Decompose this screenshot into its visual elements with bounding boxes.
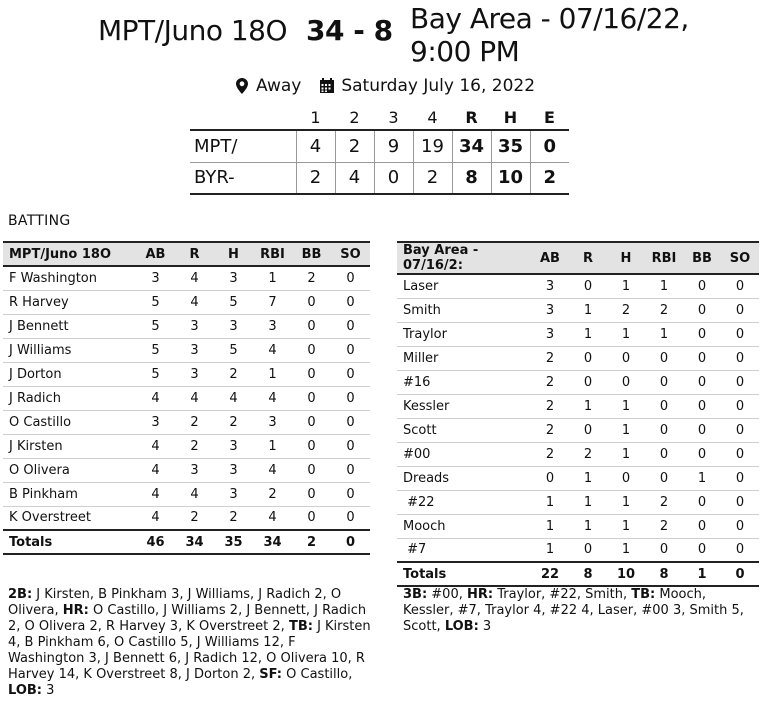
stat-cell: 0 bbox=[721, 298, 759, 322]
stat-cell: 1 bbox=[253, 434, 292, 458]
player-name: B Pinkham bbox=[3, 482, 136, 506]
note-key: HR: bbox=[62, 603, 89, 618]
stat-cell: 2 bbox=[531, 418, 569, 442]
stat-cell: 0 bbox=[292, 506, 331, 530]
table-row bbox=[3, 506, 370, 530]
stat-cell: 0 bbox=[292, 482, 331, 506]
stat-cell: 1 bbox=[607, 418, 645, 442]
stat-cell: 0 bbox=[292, 362, 331, 386]
stat-cell: 0 bbox=[721, 514, 759, 538]
stat-cell: 4 bbox=[136, 482, 175, 506]
stat-cell: 1 bbox=[607, 274, 645, 298]
stat-cell: 1 bbox=[531, 538, 569, 562]
player-name: #00 bbox=[397, 442, 531, 466]
batting-header-rbi: RBI bbox=[253, 242, 292, 266]
stat-cell: 0 bbox=[683, 370, 721, 394]
batting-header-rbi: RBI bbox=[645, 242, 683, 274]
linescore-hits: 10 bbox=[491, 162, 530, 194]
totals-row bbox=[3, 530, 370, 554]
stat-cell: 0 bbox=[683, 538, 721, 562]
linescore-hits: 35 bbox=[491, 130, 530, 162]
player-name: Scott bbox=[397, 418, 531, 442]
stat-cell: 2 bbox=[645, 298, 683, 322]
table-row bbox=[3, 314, 370, 338]
stat-cell: 4 bbox=[175, 482, 214, 506]
linescore-cell: 2 bbox=[413, 162, 452, 194]
stat-cell: 1 bbox=[569, 298, 607, 322]
player-name: O Olivera bbox=[3, 458, 136, 482]
table-row bbox=[397, 442, 759, 466]
batting-header-row bbox=[3, 242, 370, 266]
stat-cell: 5 bbox=[136, 314, 175, 338]
stat-cell: 5 bbox=[214, 338, 253, 362]
player-name: Laser bbox=[397, 274, 531, 298]
stat-cell: 2 bbox=[253, 482, 292, 506]
table-row bbox=[397, 346, 759, 370]
table-row bbox=[3, 362, 370, 386]
stat-cell: 3 bbox=[175, 362, 214, 386]
stat-cell: 1 bbox=[607, 490, 645, 514]
stat-cell: 3 bbox=[253, 410, 292, 434]
note-value: #00, bbox=[427, 587, 467, 602]
stat-cell: 0 bbox=[683, 394, 721, 418]
stat-cell: 4 bbox=[253, 386, 292, 410]
table-row bbox=[397, 394, 759, 418]
totals-cell: 1 bbox=[683, 562, 721, 586]
linescore-row-home bbox=[190, 130, 569, 162]
stat-cell: 0 bbox=[645, 538, 683, 562]
linescore-team: MPT/ bbox=[190, 130, 296, 162]
batting-header-ab: AB bbox=[136, 242, 175, 266]
batting-header-h: H bbox=[607, 242, 645, 274]
stat-cell: 1 bbox=[607, 514, 645, 538]
table-row bbox=[397, 370, 759, 394]
stat-cell: 1 bbox=[569, 322, 607, 346]
stat-cell: 0 bbox=[331, 362, 370, 386]
totals-cell: 34 bbox=[253, 530, 292, 554]
totals-label: Totals bbox=[397, 562, 531, 586]
note-key: TB: bbox=[631, 587, 656, 602]
batting-header-ab: AB bbox=[531, 242, 569, 274]
totals-cell: 0 bbox=[721, 562, 759, 586]
table-row bbox=[3, 338, 370, 362]
stat-cell: 1 bbox=[253, 362, 292, 386]
stat-cell: 3 bbox=[253, 314, 292, 338]
stat-cell: 4 bbox=[253, 338, 292, 362]
table-row bbox=[3, 386, 370, 410]
stat-cell: 1 bbox=[569, 490, 607, 514]
stat-cell: 0 bbox=[531, 466, 569, 490]
player-name: K Overstreet bbox=[3, 506, 136, 530]
stat-cell: 0 bbox=[683, 322, 721, 346]
note-value: 3 bbox=[41, 683, 55, 698]
stat-cell: 0 bbox=[331, 458, 370, 482]
note-key: SF: bbox=[259, 667, 282, 682]
player-name: J Dorton bbox=[3, 362, 136, 386]
stat-cell: 3 bbox=[136, 266, 175, 290]
stat-cell: 3 bbox=[531, 298, 569, 322]
stat-cell: 0 bbox=[721, 322, 759, 346]
stat-cell: 1 bbox=[607, 394, 645, 418]
stat-cell: 5 bbox=[136, 338, 175, 362]
stat-cell: 0 bbox=[569, 538, 607, 562]
player-name: J Bennett bbox=[3, 314, 136, 338]
stat-cell: 0 bbox=[607, 346, 645, 370]
calendar-icon bbox=[319, 78, 335, 94]
player-name: J Radich bbox=[3, 386, 136, 410]
stat-cell: 0 bbox=[569, 346, 607, 370]
stat-cell: 2 bbox=[214, 362, 253, 386]
stat-cell: 0 bbox=[331, 434, 370, 458]
stat-cell: 0 bbox=[292, 314, 331, 338]
stat-cell: 0 bbox=[569, 370, 607, 394]
table-row bbox=[397, 322, 759, 346]
note-value: Mooch, Kessler, #7, Traylor 4, #22 4, Laser, #00 3, Smith 5, Scott, bbox=[403, 587, 744, 634]
table-row bbox=[397, 538, 759, 562]
stat-cell: 0 bbox=[645, 466, 683, 490]
batting-header-r: R bbox=[569, 242, 607, 274]
totals-cell: 10 bbox=[607, 562, 645, 586]
linescore-row-away bbox=[190, 162, 569, 194]
stat-cell: 3 bbox=[531, 322, 569, 346]
player-name: Smith bbox=[397, 298, 531, 322]
note-key: 2B: bbox=[8, 587, 33, 602]
stat-cell: 3 bbox=[214, 314, 253, 338]
location-label: Away bbox=[256, 76, 302, 96]
stat-cell: 2 bbox=[175, 434, 214, 458]
player-name: F Washington bbox=[3, 266, 136, 290]
stat-cell: 0 bbox=[292, 386, 331, 410]
note-key: HR: bbox=[467, 587, 494, 602]
stat-cell: 0 bbox=[569, 274, 607, 298]
stat-cell: 2 bbox=[569, 442, 607, 466]
table-row bbox=[3, 410, 370, 434]
player-name: Miller bbox=[397, 346, 531, 370]
table-row bbox=[397, 490, 759, 514]
player-name: R Harvey bbox=[3, 290, 136, 314]
stat-cell: 2 bbox=[645, 514, 683, 538]
stat-cell: 0 bbox=[331, 290, 370, 314]
batting-header-row bbox=[397, 242, 759, 274]
stat-cell: 4 bbox=[136, 434, 175, 458]
stat-cell: 0 bbox=[645, 394, 683, 418]
player-name: Traylor bbox=[397, 322, 531, 346]
note-value: J Kirsten 4, B Pinkham 6, O Castillo 5, J Williams 12, F Washington 3, J Bennett 6, J Radich 12, O Olivera 10, R Harvey 14, K Overstreet 8, J Dorton 2, bbox=[8, 619, 371, 682]
stat-cell: 1 bbox=[569, 394, 607, 418]
linescore-cell: 4 bbox=[335, 162, 374, 194]
opponent-name: Bay Area - 07/16/22, 9:00 PM bbox=[410, 2, 689, 68]
stat-cell: 4 bbox=[175, 290, 214, 314]
table-row bbox=[397, 298, 759, 322]
totals-row bbox=[397, 562, 759, 586]
linescore-cell: 0 bbox=[374, 162, 413, 194]
stat-cell: 1 bbox=[531, 514, 569, 538]
stat-cell: 4 bbox=[136, 458, 175, 482]
batting-header-so: SO bbox=[721, 242, 759, 274]
table-row bbox=[3, 482, 370, 506]
totals-cell: 22 bbox=[531, 562, 569, 586]
stat-cell: 0 bbox=[683, 298, 721, 322]
note-value: O Castillo, J Williams 2, J Bennett, J Radich 2, O Olivera 2, R Harvey 3, K Overstreet 2, bbox=[8, 603, 367, 634]
batting-header-h: H bbox=[214, 242, 253, 266]
stat-cell: 1 bbox=[607, 442, 645, 466]
stat-cell: 1 bbox=[569, 466, 607, 490]
stat-cell: 2 bbox=[531, 394, 569, 418]
stat-cell: 3 bbox=[214, 482, 253, 506]
final-score: 34 - 8 bbox=[306, 14, 393, 47]
home-batting-table bbox=[3, 241, 370, 555]
stat-cell: 0 bbox=[607, 466, 645, 490]
stat-cell: 0 bbox=[645, 346, 683, 370]
totals-cell: 46 bbox=[136, 530, 175, 554]
batting-header-so: SO bbox=[331, 242, 370, 266]
linescore-header-team bbox=[190, 106, 296, 130]
stat-cell: 2 bbox=[175, 410, 214, 434]
stat-cell: 5 bbox=[136, 362, 175, 386]
linescore-header-errors: E bbox=[544, 108, 555, 127]
totals-cell: 34 bbox=[175, 530, 214, 554]
batting-header-bb: BB bbox=[683, 242, 721, 274]
linescore-header-inning: 4 bbox=[427, 108, 438, 127]
note-value: Traylor, #22, Smith, bbox=[493, 587, 632, 602]
stat-cell: 1 bbox=[607, 538, 645, 562]
stat-cell: 0 bbox=[721, 370, 759, 394]
stat-cell: 0 bbox=[721, 442, 759, 466]
stat-cell: 0 bbox=[721, 490, 759, 514]
location-pin-icon bbox=[236, 78, 248, 94]
stat-cell: 5 bbox=[214, 290, 253, 314]
table-row bbox=[3, 290, 370, 314]
stat-cell: 0 bbox=[292, 458, 331, 482]
linescore-header-runs: R bbox=[465, 108, 478, 127]
linescore-table bbox=[190, 106, 569, 195]
batting-header-bb: BB bbox=[292, 242, 331, 266]
linescore-header-hits: H bbox=[503, 108, 518, 127]
stat-cell: 0 bbox=[721, 394, 759, 418]
stat-cell: 0 bbox=[292, 410, 331, 434]
stat-cell: 4 bbox=[253, 458, 292, 482]
stat-cell: 0 bbox=[721, 346, 759, 370]
stat-cell: 2 bbox=[531, 346, 569, 370]
note-key: LOB: bbox=[444, 619, 479, 634]
player-name: J Kirsten bbox=[3, 434, 136, 458]
stat-cell: 3 bbox=[175, 314, 214, 338]
totals-cell: 8 bbox=[645, 562, 683, 586]
stat-cell: 3 bbox=[214, 458, 253, 482]
stat-cell: 0 bbox=[683, 274, 721, 298]
stat-cell: 3 bbox=[175, 458, 214, 482]
stat-cell: 0 bbox=[331, 482, 370, 506]
linescore-errors: 2 bbox=[530, 162, 569, 194]
stat-cell: 1 bbox=[531, 490, 569, 514]
note-value: 3 bbox=[478, 619, 492, 634]
stat-cell: 7 bbox=[253, 290, 292, 314]
linescore-header-inning: 2 bbox=[349, 108, 360, 127]
stat-cell: 2 bbox=[214, 506, 253, 530]
stat-cell: 0 bbox=[292, 290, 331, 314]
stat-cell: 0 bbox=[721, 418, 759, 442]
table-row bbox=[397, 514, 759, 538]
stat-cell: 2 bbox=[292, 266, 331, 290]
stat-cell: 0 bbox=[683, 418, 721, 442]
linescore-header-row bbox=[190, 106, 569, 130]
table-row bbox=[3, 266, 370, 290]
linescore-cell: 2 bbox=[335, 130, 374, 162]
stat-cell: 1 bbox=[253, 266, 292, 290]
stat-cell: 1 bbox=[607, 322, 645, 346]
stat-cell: 0 bbox=[331, 410, 370, 434]
stat-cell: 4 bbox=[253, 506, 292, 530]
away-batting-table bbox=[397, 241, 759, 587]
stat-cell: 2 bbox=[214, 410, 253, 434]
table-row bbox=[3, 458, 370, 482]
stat-cell: 1 bbox=[645, 322, 683, 346]
stat-cell: 0 bbox=[645, 418, 683, 442]
note-key: 3B: bbox=[403, 587, 428, 602]
player-name: #16 bbox=[397, 370, 531, 394]
linescore-runs: 34 bbox=[452, 130, 491, 162]
stat-cell: 2 bbox=[645, 490, 683, 514]
totals-cell: 8 bbox=[569, 562, 607, 586]
table-row bbox=[397, 418, 759, 442]
note-key: LOB: bbox=[8, 683, 42, 698]
linescore-cell: 19 bbox=[413, 130, 452, 162]
stat-cell: 0 bbox=[721, 466, 759, 490]
stat-cell: 1 bbox=[683, 466, 721, 490]
player-name: #7 bbox=[397, 538, 531, 562]
stat-cell: 0 bbox=[331, 386, 370, 410]
stat-cell: 1 bbox=[645, 274, 683, 298]
stat-cell: 4 bbox=[214, 386, 253, 410]
totals-cell: 2 bbox=[292, 530, 331, 554]
home-team-name: MPT/Juno 18O bbox=[98, 14, 288, 47]
totals-cell: 35 bbox=[214, 530, 253, 554]
game-meta bbox=[236, 76, 535, 96]
away-batting-notes bbox=[403, 587, 759, 635]
stat-cell: 0 bbox=[331, 506, 370, 530]
player-name: J Williams bbox=[3, 338, 136, 362]
linescore-errors: 0 bbox=[530, 130, 569, 162]
batting-section-title: BATTING bbox=[8, 213, 71, 229]
stat-cell: 0 bbox=[331, 338, 370, 362]
game-date: Saturday July 16, 2022 bbox=[341, 76, 536, 96]
linescore-runs: 8 bbox=[452, 162, 491, 194]
stat-cell: 0 bbox=[569, 418, 607, 442]
stat-cell: 4 bbox=[136, 506, 175, 530]
table-row bbox=[397, 466, 759, 490]
stat-cell: 4 bbox=[175, 386, 214, 410]
player-name: #22 bbox=[397, 490, 531, 514]
stat-cell: 0 bbox=[292, 338, 331, 362]
stat-cell: 2 bbox=[607, 298, 645, 322]
stat-cell: 0 bbox=[645, 370, 683, 394]
home-batting-notes bbox=[8, 587, 374, 699]
player-name: Kessler bbox=[397, 394, 531, 418]
stat-cell: 0 bbox=[331, 314, 370, 338]
note-value: J Kirsten, B Pinkham 3, J Williams, J Radich 2, O Olivera, bbox=[8, 587, 342, 618]
stat-cell: 4 bbox=[136, 386, 175, 410]
linescore-header-inning: 3 bbox=[388, 108, 399, 127]
stat-cell: 3 bbox=[531, 274, 569, 298]
batting-header-team: MPT/Juno 18O bbox=[3, 242, 136, 266]
stat-cell: 0 bbox=[683, 490, 721, 514]
stat-cell: 3 bbox=[214, 266, 253, 290]
note-value: O Castillo, bbox=[282, 667, 353, 682]
linescore-header-inning: 1 bbox=[310, 108, 321, 127]
stat-cell: 0 bbox=[645, 442, 683, 466]
stat-cell: 0 bbox=[721, 538, 759, 562]
stat-cell: 3 bbox=[214, 434, 253, 458]
player-name: Mooch bbox=[397, 514, 531, 538]
stat-cell: 0 bbox=[607, 370, 645, 394]
stat-cell: 5 bbox=[136, 290, 175, 314]
batting-header-r: R bbox=[175, 242, 214, 266]
stat-cell: 4 bbox=[175, 266, 214, 290]
stat-cell: 0 bbox=[683, 514, 721, 538]
stat-cell: 0 bbox=[683, 442, 721, 466]
stat-cell: 2 bbox=[531, 442, 569, 466]
stat-cell: 2 bbox=[175, 506, 214, 530]
batting-header-team: Bay Area - 07/16/2: bbox=[397, 242, 531, 274]
stat-cell: 3 bbox=[175, 338, 214, 362]
table-row bbox=[3, 434, 370, 458]
player-name: Dreads bbox=[397, 466, 531, 490]
player-name: O Castillo bbox=[3, 410, 136, 434]
linescore-team: BYR- bbox=[190, 162, 296, 194]
stat-cell: 2 bbox=[531, 370, 569, 394]
totals-label: Totals bbox=[3, 530, 136, 554]
stat-cell: 0 bbox=[331, 266, 370, 290]
stat-cell: 0 bbox=[683, 346, 721, 370]
linescore-cell: 9 bbox=[374, 130, 413, 162]
table-row bbox=[397, 274, 759, 298]
note-key: TB: bbox=[288, 619, 313, 634]
stat-cell: 0 bbox=[292, 434, 331, 458]
stat-cell: 1 bbox=[569, 514, 607, 538]
stat-cell: 3 bbox=[136, 410, 175, 434]
linescore-cell: 2 bbox=[296, 162, 335, 194]
linescore-cell: 4 bbox=[296, 130, 335, 162]
stat-cell: 0 bbox=[721, 274, 759, 298]
totals-cell: 0 bbox=[331, 530, 370, 554]
